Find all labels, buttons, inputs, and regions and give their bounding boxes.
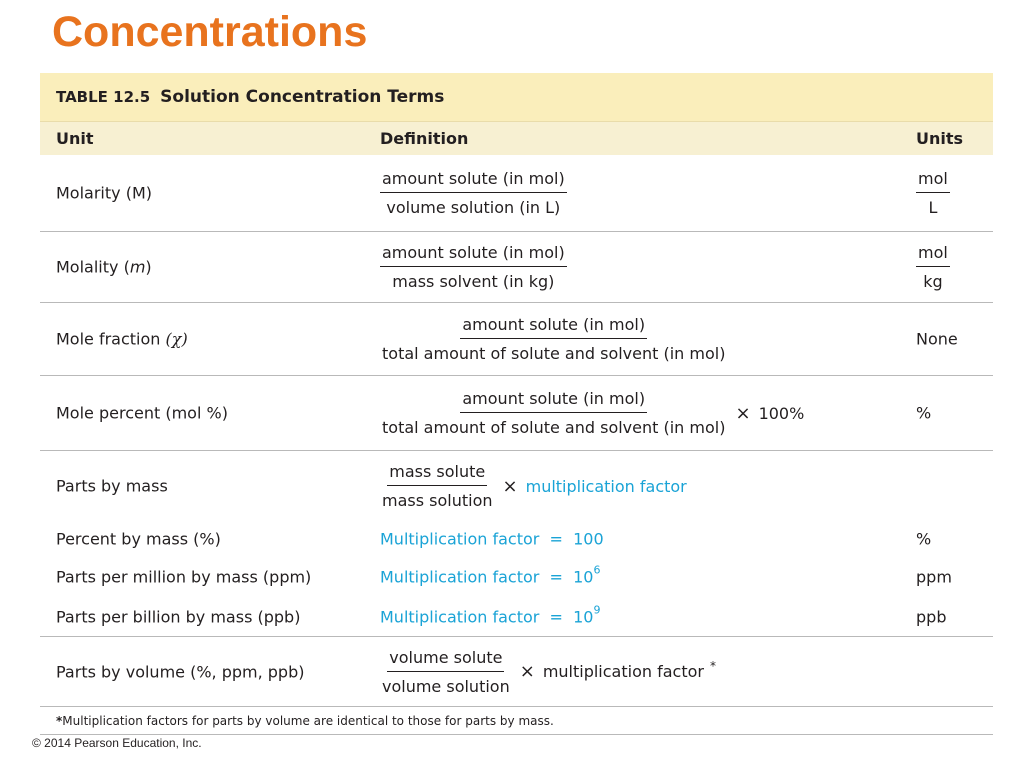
mole-fraction-symbol: (χ) (165, 329, 188, 349)
concentration-table (40, 73, 993, 707)
unit-parts-by-mass: Parts by mass (56, 476, 168, 496)
molarity-denominator: volume solution (in L) (386, 198, 561, 217)
definition-molarity (380, 169, 567, 217)
molality-symbol: m (129, 257, 146, 277)
equals-sign: = (549, 567, 563, 587)
factor-base: 10 (573, 607, 594, 627)
footnote-marker: * (56, 714, 63, 728)
molarity-numerator: amount solute (in mol) (380, 169, 567, 193)
header-unit: Unit (56, 129, 94, 148)
units-ppb: ppb (916, 607, 947, 627)
table-row-parts-by-volume (40, 637, 993, 707)
factor-value: 100 (573, 529, 604, 549)
header-definition: Definition (380, 129, 469, 148)
molality-numerator: amount solute (in mol) (380, 243, 567, 267)
multiplication-factor-text: multiplication factor (525, 476, 687, 496)
unit-mole-fraction (56, 330, 188, 349)
parts-by-volume-numerator: volume solute (387, 648, 504, 672)
unit-molarity: Molarity (M) (56, 183, 152, 203)
times-sign: × (519, 661, 535, 682)
definition-mole-percent (380, 389, 804, 437)
mole-fraction-denominator: total amount of solute and solvent (in mol) (382, 344, 726, 363)
molality-denominator: mass solvent (in kg) (392, 272, 555, 291)
units-molarity (916, 169, 950, 217)
mole-fraction-label: Mole fraction (56, 329, 161, 349)
mole-percent-multiplier: 100% (758, 403, 805, 423)
unit-parts-by-volume: Parts by volume (%, ppm, ppb) (56, 662, 305, 681)
unit-ppm: Parts per million by mass (ppm) (56, 567, 312, 587)
table-label: TABLE 12.5 (56, 88, 151, 106)
units-molality (916, 243, 950, 291)
ppb-line (40, 597, 993, 637)
units-mole-percent: % (916, 403, 932, 423)
bottom-rule (40, 734, 993, 735)
table-row-molality (40, 232, 993, 303)
units-ppm: ppm (916, 567, 952, 587)
factor-label: Multiplication factor (380, 567, 540, 587)
unit-percent-by-mass: Percent by mass (%) (56, 529, 221, 549)
table-caption (40, 73, 993, 121)
definition-ppm (380, 563, 601, 587)
units-percent-by-mass: % (916, 529, 932, 549)
table-row-parts-by-mass (40, 451, 993, 637)
times-sign: × (502, 475, 518, 497)
parts-by-volume-denominator: volume solution (382, 676, 510, 696)
table-row-mole-percent (40, 376, 993, 451)
times-sign: × (735, 402, 751, 424)
unit-mole-percent: Mole percent (mol %) (56, 403, 228, 423)
copyright: © 2014 Pearson Education, Inc. (32, 736, 202, 750)
slide-title: Concentrations (52, 8, 368, 56)
molality-units-denominator: kg (923, 272, 943, 291)
parts-by-volume-factor: multiplication factor (542, 662, 704, 681)
table-footnote (56, 714, 554, 728)
definition-mole-fraction (380, 315, 727, 363)
factor-label: Multiplication factor (380, 607, 540, 627)
footnote-asterisk: * (709, 658, 716, 673)
header-units: Units (916, 129, 964, 148)
percent-by-mass-line (40, 521, 993, 557)
molarity-units-numerator: mol (916, 169, 950, 193)
table-row-mole-fraction (40, 303, 993, 376)
definition-ppb (380, 603, 601, 627)
definition-molality (380, 243, 567, 291)
factor-exponent: 9 (593, 603, 601, 617)
mole-percent-denominator: total amount of solute and solvent (in mol) (382, 418, 726, 437)
table-title: Solution Concentration Terms (160, 87, 445, 107)
parts-by-mass-numerator: mass solute (387, 462, 487, 486)
parts-by-mass-line (40, 451, 993, 521)
units-mole-fraction: None (916, 329, 958, 349)
molality-label-suffix: ) (145, 257, 152, 277)
molality-units-numerator: mol (916, 243, 950, 267)
table-header (40, 121, 993, 155)
factor-exponent: 6 (593, 563, 601, 577)
definition-parts-by-volume (380, 648, 716, 696)
mole-percent-numerator: amount solute (in mol) (460, 389, 647, 413)
mole-fraction-numerator: amount solute (in mol) (460, 315, 647, 339)
unit-ppb: Parts per billion by mass (ppb) (56, 607, 301, 627)
unit-molality (56, 258, 152, 277)
factor-base: 10 (573, 567, 594, 587)
equals-sign: = (549, 529, 563, 549)
table-row-molarity (40, 155, 993, 232)
equals-sign: = (549, 607, 563, 627)
definition-parts-by-mass (380, 462, 687, 510)
molarity-units-denominator: L (928, 198, 938, 217)
footnote-text: Multiplication factors for parts by volume are identical to those for parts by mass. (62, 714, 554, 728)
definition-percent-by-mass (380, 530, 604, 549)
parts-by-mass-denominator: mass solution (382, 491, 493, 510)
factor-label: Multiplication factor (380, 529, 540, 549)
ppm-line (40, 557, 993, 597)
molality-label: Molality ( (56, 257, 130, 277)
